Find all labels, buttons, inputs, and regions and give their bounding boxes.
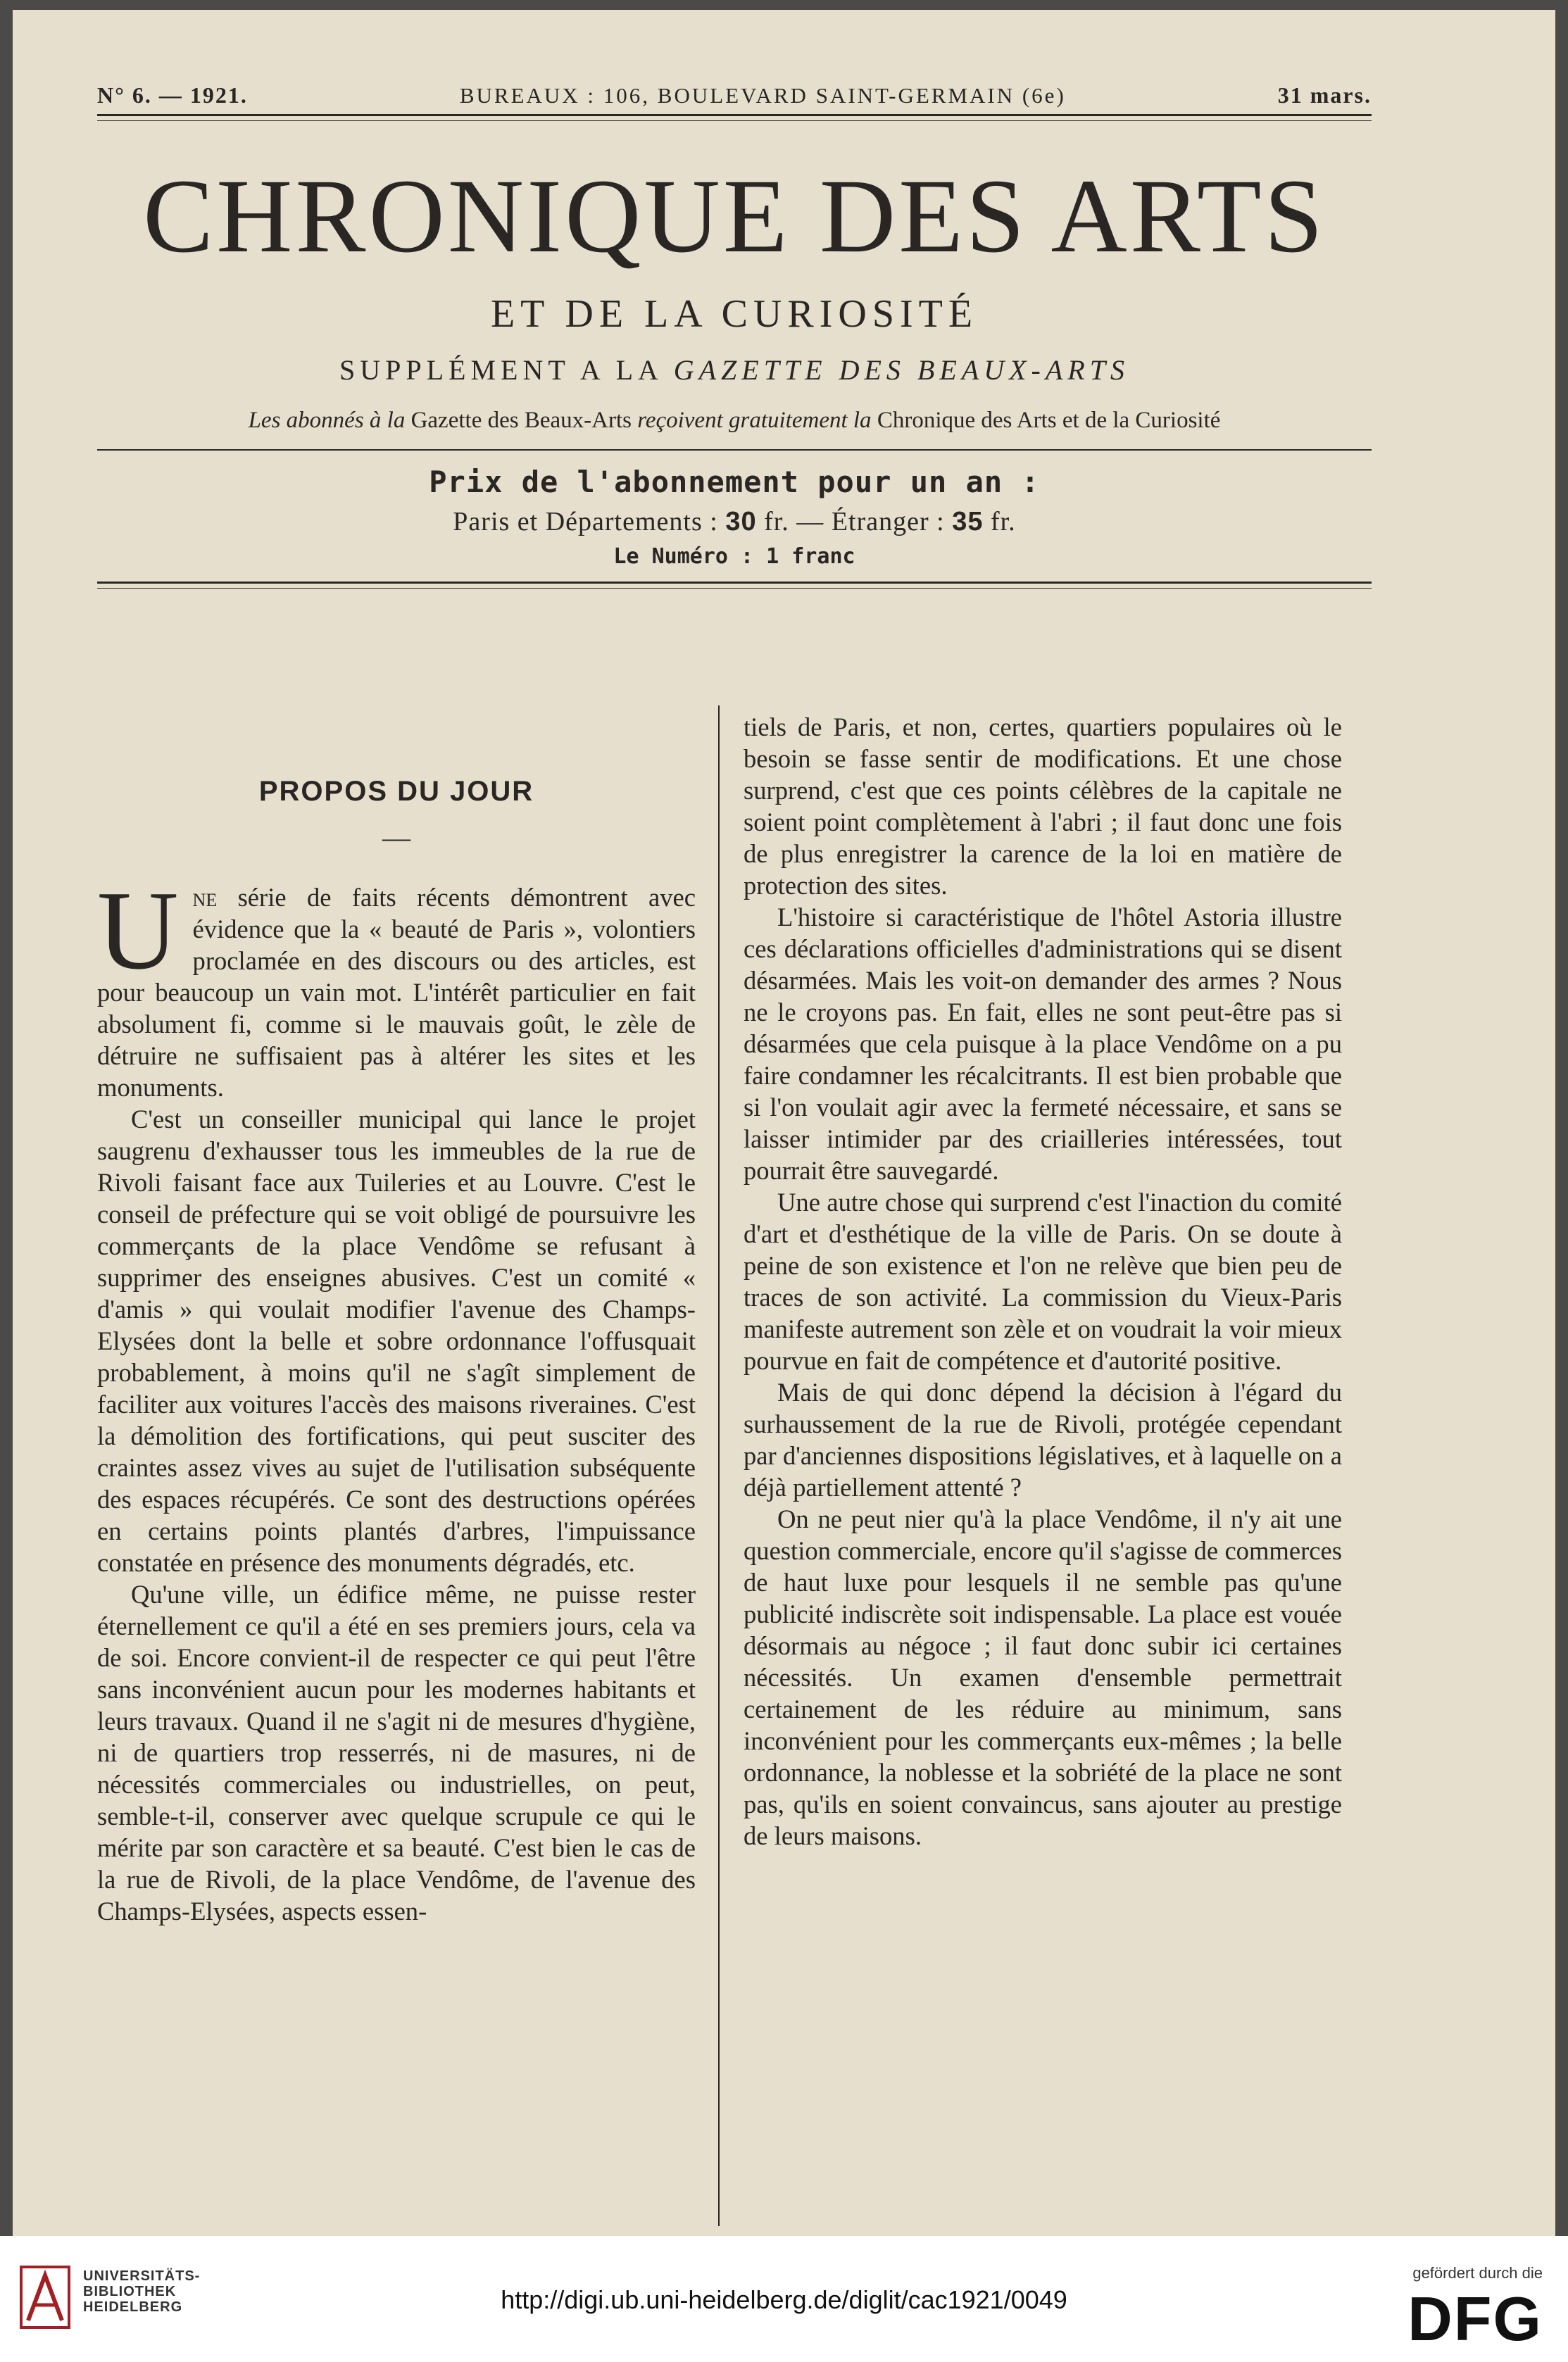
subscription-box	[97, 465, 1372, 569]
library-line-1: UNIVERSITÄTS-	[83, 2268, 201, 2284]
first-word-rest: ne	[192, 883, 218, 912]
paragraph-text: série de faits récents démontrent avec évidence que la « beauté de Paris », volontiers proclamée en des discours ou des articles, est pour beaucoup un vain mot. L'intérêt particulier en fait absolument fi, comme si le mauvais goût, le zèle de détruire ne suffisaient pas à altérer les sites et les monuments.	[97, 883, 696, 1102]
header-rule	[97, 114, 1372, 121]
note-chronique: Chronique des Arts et de la Curiosité	[877, 408, 1221, 433]
library-line-3: HEIDELBERG	[83, 2299, 183, 2315]
source-url-link[interactable]: http://digi.ub.uni-heidelberg.de/diglit/cac1921/0049	[501, 2285, 1067, 2314]
dfg-logo: DFG	[1407, 2284, 1543, 2354]
funding-label: gefördert durch die	[1412, 2264, 1543, 2282]
issue-number: N° 6. — 1921.	[97, 82, 248, 108]
paragraph: Qu'une ville, un édifice même, ne puisse rester éternellement ce qu'il a été en ses premiers jours, cela va de soi. Encore convient-il de respecter ce qui peut l'être sans inconvénient aucun pour les modernes habitants et leurs travaux. Quand il ne s'agit ni de mesures d'hygiène, ni de quartiers trop resserrés, ni de masures, ni de nécessités commerciales ou industrielles, on peut, semble-t-il, conserver avec quelque scrupule ce qui le mérite par son caractère et sa beauté. C'est bien le cas de la rue de Rivoli, de la place Vendôme, de l'avenue des Champs-Elysées, aspects essen-	[97, 1580, 696, 1926]
paris-unit: fr. —	[764, 507, 824, 536]
paragraph: C'est un conseiller municipal qui lance le projet saugrenu d'exhausser tous les immeubles de la rue de Rivoli faisant face aux Tuileries et au Louvre. C'est le conseil de préfecture qui se voit obligé de poursuivre les commerçants de la place Vendôme se refusant à supprimer des enseignes abusives. C'est un comité « d'amis » qui voulait modifier l'avenue des Champs-Elysées dont la belle et sobre ordonnance l'offusquait probablement, à moins qu'il ne s'agît simplement de faciliter aux voitures l'accès des maisons riveraines. C'est la démolition des fortifications, qui peut susciter des craintes assez vives au sujet de l'utilisation subséquente des espaces récupérés. Ce sont des destructions opérées en certains points plantés d'arbres, l'impuissance constatée en présence des monuments dégradés, etc.	[97, 1105, 696, 1577]
paris-price: 30	[725, 507, 757, 536]
right-column	[744, 711, 1342, 1852]
subscription-prices	[97, 506, 1372, 537]
article-title: PROPOS DU JOUR	[258, 776, 534, 807]
scanned-page	[13, 10, 1555, 2236]
single-issue-price: Le Numéro : 1 franc	[613, 544, 855, 569]
paragraph: L'histoire si caractéristique de l'hôtel Astoria illustre ces déclarations officielles d'administrations qui se disent désarmées. Mais les voit-on demander des armes ? Nous ne le croyons pas. En fait, elles ne sont peut-être pas si désarmées que cela puisque à la place Vendôme on a pu faire condamner les récalcitrants. Il est bien probable que si l'on voulait agir avec la fermeté nécessaire, et sans se laisser intimider par des criailleries intéressées, tout pourrait être sauvegardé.	[744, 903, 1342, 1185]
supplement-line	[97, 353, 1372, 387]
paris-label: Paris et Départements :	[453, 507, 718, 536]
paragraph: Mais de qui donc dépend la décision à l'égard du surhaussement de la rue de Rivoli, protégée cependant par d'anciennes dispositions législatives, et à laquelle on a déjà partiellement attenté ?	[744, 1378, 1342, 1502]
note-middle: reçoivent gratuitement la	[637, 408, 872, 433]
article-columns	[97, 705, 1372, 2226]
drop-cap: U	[97, 867, 179, 993]
title-separator: —	[382, 822, 410, 853]
left-column	[97, 705, 696, 1927]
foreign-unit: fr.	[990, 507, 1016, 536]
paragraph: On ne peut nier qu'à la place Vendôme, il n'y ait une question commerciale, encore qu'il s'agisse de commerces de haut luxe pour lesquels il ne semble pas qu'une publicité indiscrète soit indispensable. La place est vouée désormais au négoce ; il faut donc subir ici certaines nécessités. Un examen d'ensemble permettrait certainement de les réduire au minimum, sans inconvénient pour les commerçants eux-mêmes ; la belle ordonnance, la noblesse et la sobriété de la place ne sont pas, qu'ils en soient convaincus, sans ajouter au prestige de leurs maisons.	[744, 1504, 1342, 1850]
supplement-gazette: GAZETTE DES BEAUX-ARTS	[673, 354, 1129, 386]
note-gazette: Gazette des Beaux-Arts	[410, 408, 632, 433]
library-line-2: BIBLIOTHEK	[83, 2284, 177, 2299]
supplement-prefix: SUPPLÉMENT A LA	[339, 354, 662, 386]
page-content	[97, 72, 1372, 1926]
office-address: BUREAUX : 106, BOULEVARD SAINT-GERMAIN (6e)	[459, 83, 1066, 108]
foreign-price: 35	[952, 507, 984, 536]
issue-header	[97, 72, 1372, 108]
masthead-rule	[97, 449, 1372, 451]
paragraph: tiels de Paris, et non, certes, quartiers populaires où le besoin se fasse sentir de modifications. Et une chose surprend, c'est que ces points célèbres de la capitale ne soient point complètement à l'abri ; il faut donc une fois de plus enregistrer la carence de la loi en matière de protection des sites.	[744, 712, 1342, 900]
subscriber-note	[97, 408, 1372, 434]
digitization-footer	[0, 2236, 1568, 2362]
journal-title: CHRONIQUE DES ARTS	[143, 158, 1326, 275]
subscription-rule	[97, 582, 1372, 589]
paragraph	[97, 867, 696, 1103]
paragraph: Une autre chose qui surprend c'est l'inaction du comité d'art et d'esthétique de la ville de Paris. On se doute à peine de son existence et l'on ne relève que bien peu de traces de son activité. La commission du Vieux-Paris manifeste autrement son zèle et on voudrait la voir mieux pourvue en fait de compétence et d'autorité positive.	[744, 1188, 1342, 1375]
subscription-heading: Prix de l'abonnement pour un an :	[429, 465, 1040, 499]
journal-subtitle: ET DE LA CURIOSITÉ	[490, 292, 979, 336]
note-prefix: Les abonnés à la	[248, 408, 406, 433]
issue-date: 31 mars.	[1277, 82, 1372, 108]
foreign-label: Étranger :	[831, 507, 945, 536]
column-divider	[718, 705, 720, 2226]
